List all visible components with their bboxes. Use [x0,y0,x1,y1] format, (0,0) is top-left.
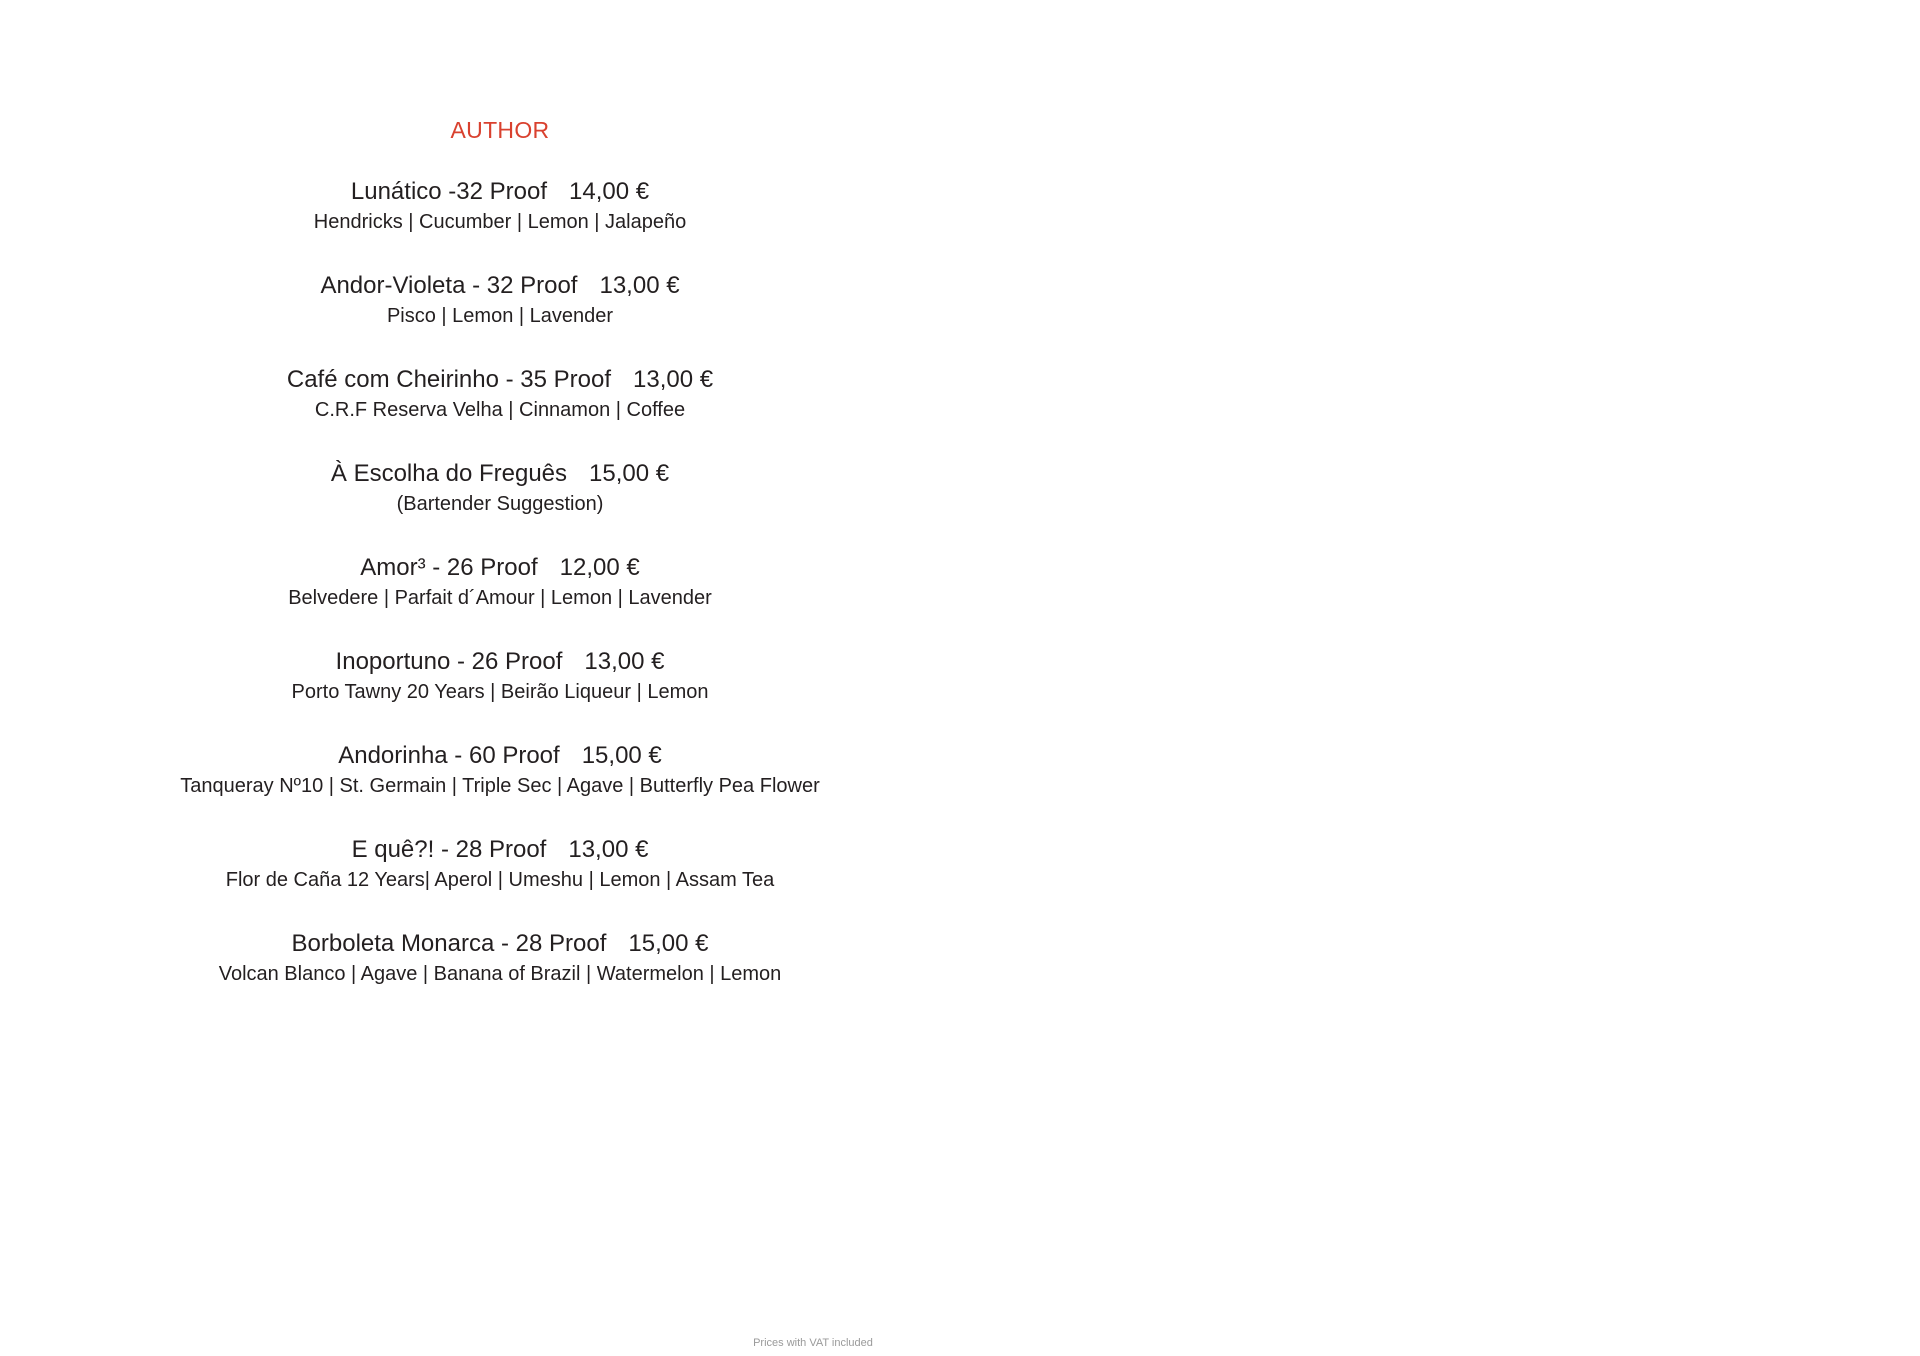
menu-item [100,835,900,893]
menu-item [100,553,900,611]
menu-item-name: E quê?! - 28 Proof [351,836,547,863]
menu-item-heading [100,365,900,395]
menu-item-ingredients: Volcan Blanco | Agave | Banana of Brazil | Watermelon | Lemon [218,963,782,985]
menu-item-heading [100,741,900,771]
menu-item [100,647,900,705]
menu-item-price: 13,00 € [599,272,680,299]
menu-item-ingredients: Belvedere | Parfait d´Amour | Lemon | Lavender [288,587,712,609]
menu-item-name: Andor-Violeta - 32 Proof [320,272,578,299]
menu-item-name: À Escolha do Freguês [330,460,568,487]
vat-note: Prices with VAT included [753,1337,873,1349]
menu-item-ingredients: Porto Tawny 20 Years | Beirão Liqueur | Lemon [291,681,709,703]
menu-item-name: Amor³ - 26 Proof [360,554,538,581]
menu-item-ingredients: (Bartender Suggestion) [396,493,604,515]
menu-item-price: 13,00 € [584,648,665,675]
menu-item [100,177,900,235]
menu-item-name: Andorinha - 60 Proof [338,742,560,769]
menu-item [100,459,900,517]
menu-item [100,741,900,799]
menu-item-ingredients: Tanqueray Nº10 | St. Germain | Triple Sec | Agave | Butterfly Pea Flower [180,775,820,797]
menu-item-heading [100,929,900,959]
menu-item-heading [100,835,900,865]
menu-item-price: 15,00 € [589,460,670,487]
menu-item-name: Inoportuno - 26 Proof [335,648,563,675]
menu-item [100,271,900,329]
menu-item-heading [100,271,900,301]
menu-item-price: 13,00 € [633,366,714,393]
menu-item-price: 15,00 € [628,930,709,957]
menu-item-heading [100,459,900,489]
menu-item-price: 15,00 € [581,742,662,769]
menu-item-ingredients: Pisco | Lemon | Lavender [386,305,614,327]
menu-item-price: 14,00 € [569,178,650,205]
menu-item [100,929,900,987]
menu-item-ingredients: C.R.F Reserva Velha | Cinnamon | Coffee [314,399,686,421]
menu-item [100,365,900,423]
menu-item-name: Café com Cheirinho - 35 Proof [286,366,612,393]
section-title: AUTHOR [450,117,550,143]
menu-item-price: 13,00 € [568,836,649,863]
menu-item-name: Borboleta Monarca - 28 Proof [291,930,607,957]
menu-item-price: 12,00 € [559,554,640,581]
menu-item-name: Lunático -32 Proof [350,178,548,205]
menu-item-heading [100,553,900,583]
menu-item-heading [100,647,900,677]
menu-item-ingredients: Flor de Caña 12 Years| Aperol | Umeshu | Lemon | Assam Tea [225,869,775,891]
menu-item-ingredients: Hendricks | Cucumber | Lemon | Jalapeño [313,211,687,233]
menu-item-heading [100,177,900,207]
